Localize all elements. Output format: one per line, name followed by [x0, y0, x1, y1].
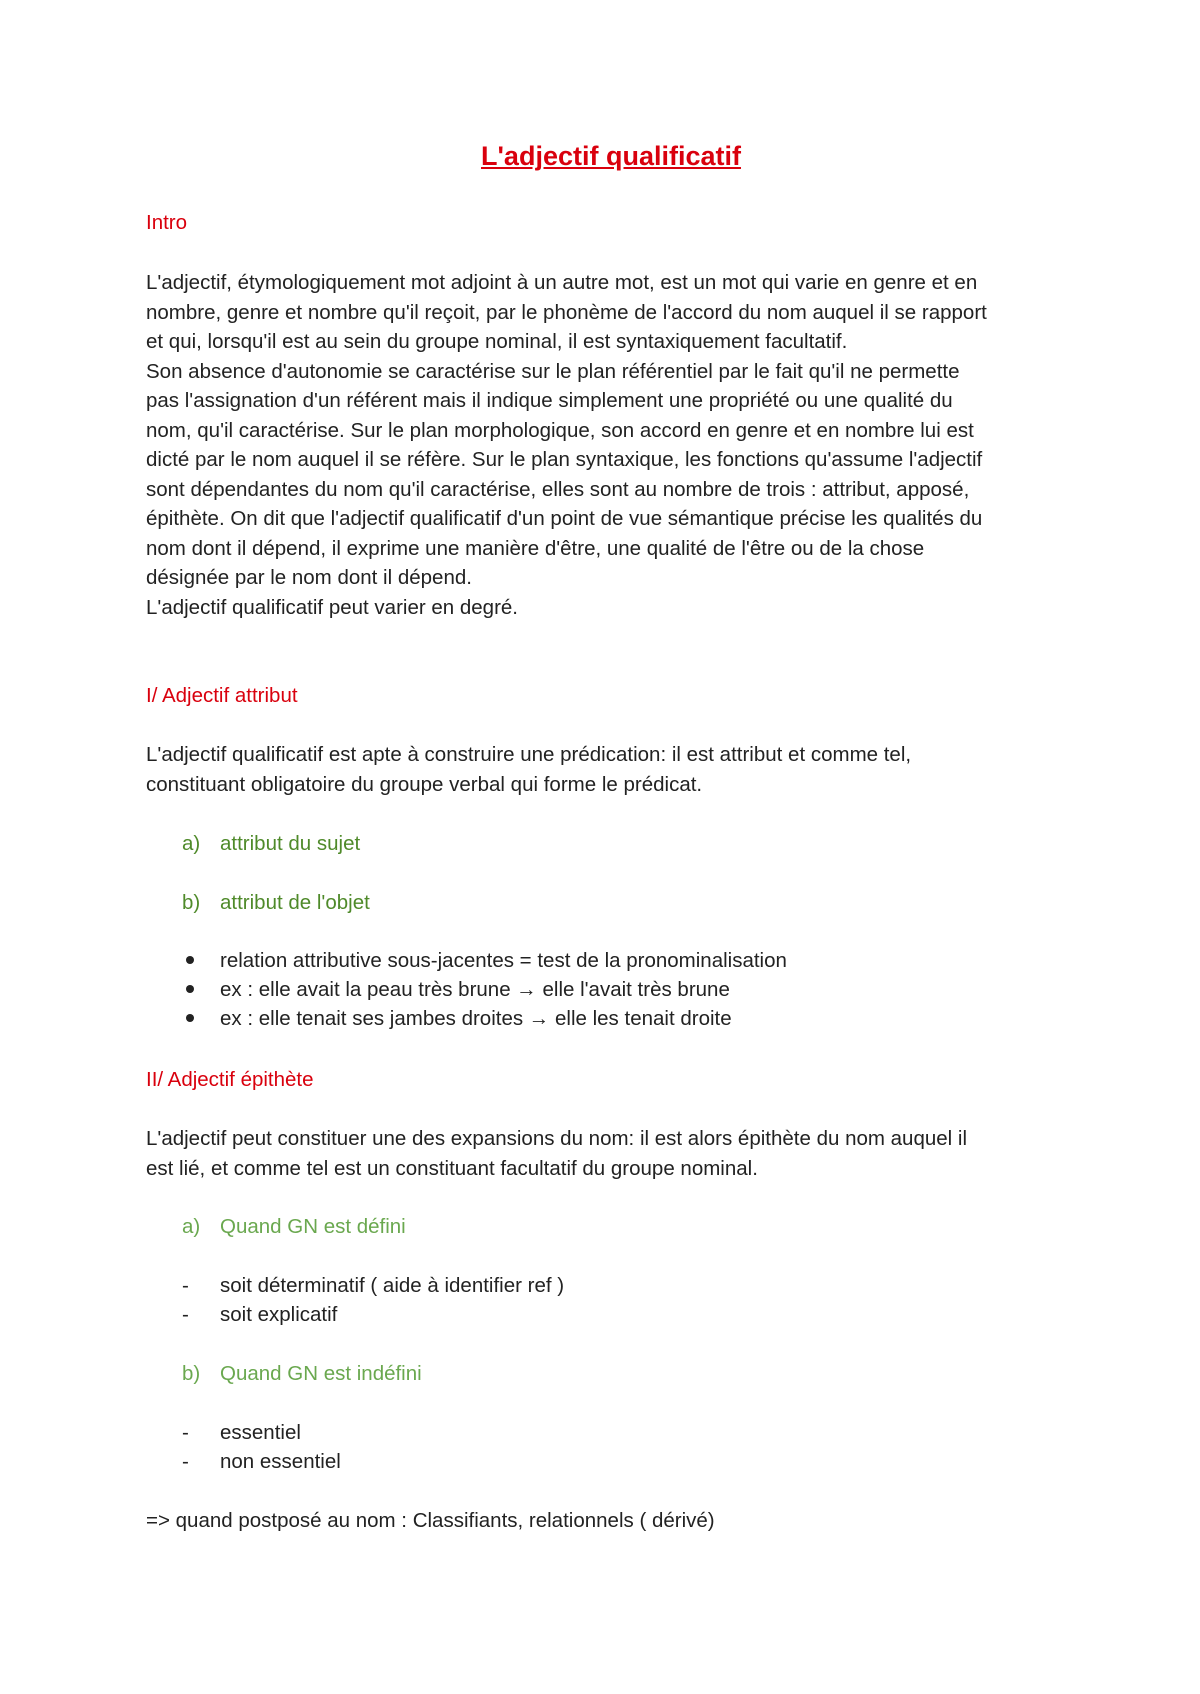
section1-paragraph — [146, 740, 1076, 799]
section2-heading: II/ Adjectif épithète — [146, 1068, 314, 1091]
dash-text: non essentiel — [220, 1450, 341, 1473]
list-marker: a) — [182, 1215, 201, 1238]
sub-item-label: attribut du sujet — [220, 832, 361, 855]
intro-line: et qui, lorsqu'il est au sein du groupe nominal, il est syntaxiquement facultatif. — [146, 330, 848, 353]
intro-line: pas l'assignation d'un référent mais il indique simplement une propriété ou une qualité du — [146, 389, 953, 412]
sub-item-label: attribut de l'objet — [220, 891, 370, 914]
bullet-item — [182, 975, 730, 1005]
dash-item — [182, 1447, 341, 1477]
bullet-text: ex : elle avait la peau très brune → elle l'avait très brune — [220, 978, 730, 1001]
intro-line: nom, qu'il caractérise. Sur le plan morphologique, son accord en genre et en nombre lui est — [146, 418, 974, 442]
dash-item — [182, 1300, 337, 1330]
list-marker: b) — [182, 891, 201, 914]
dash-marker: - — [182, 1303, 189, 1326]
bullet-item — [182, 946, 787, 976]
section2-sub-b — [182, 1359, 422, 1389]
dash-item — [182, 1418, 301, 1448]
dash-marker: - — [182, 1421, 189, 1444]
bullet-item — [182, 1004, 732, 1034]
sub-item-label: Quand GN est indéfini — [220, 1362, 422, 1385]
section2-line: L'adjectif peut constituer une des expansions du nom: il est alors épithète du nom auquel il — [146, 1127, 968, 1150]
section1-sub-a — [182, 829, 360, 859]
section2-sub-a — [182, 1212, 406, 1242]
page-title: L'adjectif qualificatif — [481, 141, 741, 171]
section1-heading: I/ Adjectif attribut — [146, 684, 298, 707]
bullet-icon — [186, 985, 194, 993]
sub-item-label: Quand GN est défini — [220, 1215, 406, 1238]
dash-marker: - — [182, 1274, 189, 1297]
intro-line: désignée par le nom dont il dépend. — [146, 566, 472, 589]
intro-line: épithète. On dit que l'adjectif qualificatif d'un point de vue sémantique précise les qualités du — [146, 507, 983, 530]
intro-line: dicté par le nom auquel il se réfère. Sur le plan syntaxique, les fonctions qu'assume l'adjectif — [146, 448, 983, 471]
bullet-text: relation attributive sous-jacentes = test de la pronominalisation — [220, 949, 787, 972]
intro-line: L'adjectif, étymologiquement mot adjoint à un autre mot, est un mot qui varie en genre et en — [146, 271, 978, 294]
dash-text: essentiel — [220, 1421, 301, 1444]
conclusion-line: => quand postposé au nom : Classifiants, relationnels ( dérivé) — [146, 1509, 715, 1532]
bullet-icon — [186, 956, 194, 964]
bullet-icon — [186, 1014, 194, 1022]
intro-line: L'adjectif qualificatif peut varier en degré. — [146, 595, 518, 619]
intro-line: nom dont il dépend, il exprime une manière d'être, une qualité de l'être ou de la chose — [146, 536, 925, 560]
intro-heading: Intro — [146, 211, 188, 234]
section1-sub-b — [182, 888, 370, 918]
list-marker: b) — [182, 1362, 201, 1385]
section1-line: constituant obligatoire du groupe verbal qui forme le prédicat. — [146, 772, 703, 796]
intro-line: sont dépendantes du nom qu'il caractérise, elles sont au nombre de trois : attribut, apposé, — [146, 477, 970, 501]
dash-text: soit déterminatif ( aide à identifier ref ) — [220, 1274, 565, 1297]
section2-line: est lié, et comme tel est un constituant facultatif du groupe nominal. — [146, 1156, 758, 1180]
section2-paragraph — [146, 1124, 1076, 1183]
dash-marker: - — [182, 1450, 189, 1473]
section1-line: L'adjectif qualificatif est apte à construire une prédication: il est attribut et comme tel, — [146, 743, 912, 766]
intro-line: Son absence d'autonomie se caractérise sur le plan référentiel par le fait qu'il ne permette — [146, 359, 960, 383]
dash-item — [182, 1271, 564, 1301]
intro-line: nombre, genre et nombre qu'il reçoit, par le phonème de l'accord du nom auquel il se rapport — [146, 300, 987, 324]
intro-paragraph — [146, 268, 1076, 622]
bullet-text: ex : elle tenait ses jambes droites → elle les tenait droite — [220, 1007, 732, 1030]
dash-text: soit explicatif — [220, 1303, 338, 1326]
list-marker: a) — [182, 832, 201, 855]
